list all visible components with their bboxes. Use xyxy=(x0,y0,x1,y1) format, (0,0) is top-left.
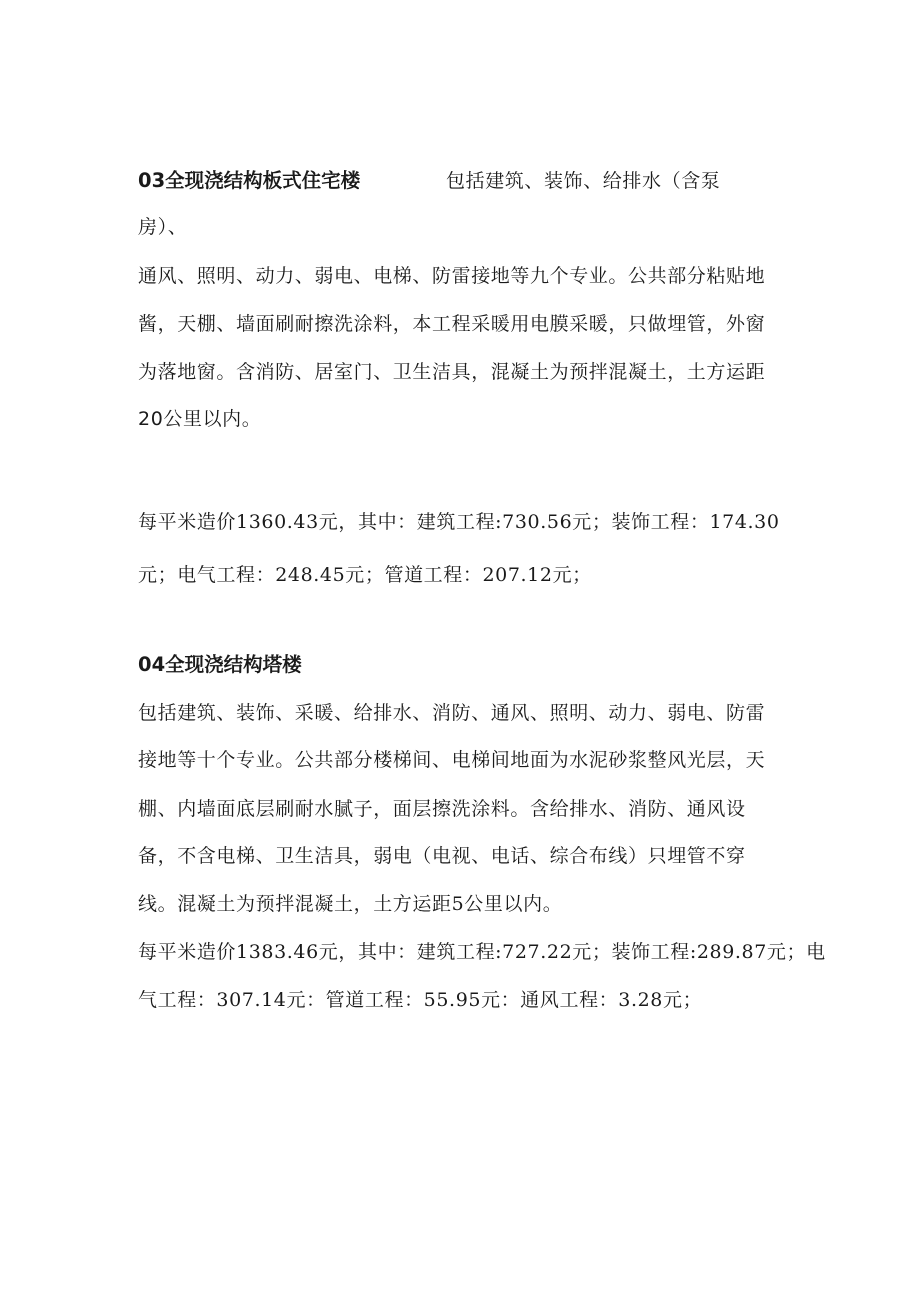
section-03-line: 酱，天棚、墙面刷耐擦洗涂料，本工程采暖用电膜采暖，只做埋管，外窗 xyxy=(138,313,766,335)
section-04-cost-line: 气工程：307.14元：管道工程：55.95元：通风工程：3.28元； xyxy=(138,989,703,1011)
section-03-title: 03全现浇结构板式住宅楼 xyxy=(138,169,361,192)
section-03-cost-line: 元；电气工程：248.45元；管道工程：207.12元； xyxy=(138,564,592,586)
section-03-cost-line: 每平米造价1360.43元，其中：建筑工程:730.56元；装饰工程：174.30 xyxy=(138,511,780,533)
section-04-title: 04全现浇结构塔楼 xyxy=(138,653,302,676)
section-04-line: 备，不含电梯、卫生洁具，弱电（电视、电话、综合布线）只埋管不穿 xyxy=(138,845,746,867)
section-04-line: 包括建筑、装饰、采暖、给排水、消防、通风、照明、动力、弱电、防雷 xyxy=(138,702,766,724)
section-03-line: 20公里以内。 xyxy=(138,408,262,430)
section-04-cost-line: 每平米造价1383.46元，其中：建筑工程:727.22元；装饰工程:289.87元；电 xyxy=(138,941,826,963)
section-04-line: 接地等十个专业。公共部分楼梯间、电梯间地面为水泥砂浆整风光层，天 xyxy=(138,749,766,771)
section-04-line: 线。混凝土为预拌混凝土，土方运距5公里以内。 xyxy=(138,893,563,915)
section-03-intro-inline: 包括建筑、装饰、给排水（含泵 xyxy=(446,170,721,192)
section-03-line: 房）、 xyxy=(138,216,188,238)
section-04-line: 棚、内墙面底层刷耐水腻子，面层擦洗涂料。含给排水、消防、通风设 xyxy=(138,798,746,820)
section-03-line: 通风、照明、动力、弱电、电梯、防雷接地等九个专业。公共部分粘贴地 xyxy=(138,265,766,287)
section-03-line: 为落地窗。含消防、居室门、卫生洁具，混凝土为预拌混凝土，土方运距 xyxy=(138,361,766,383)
